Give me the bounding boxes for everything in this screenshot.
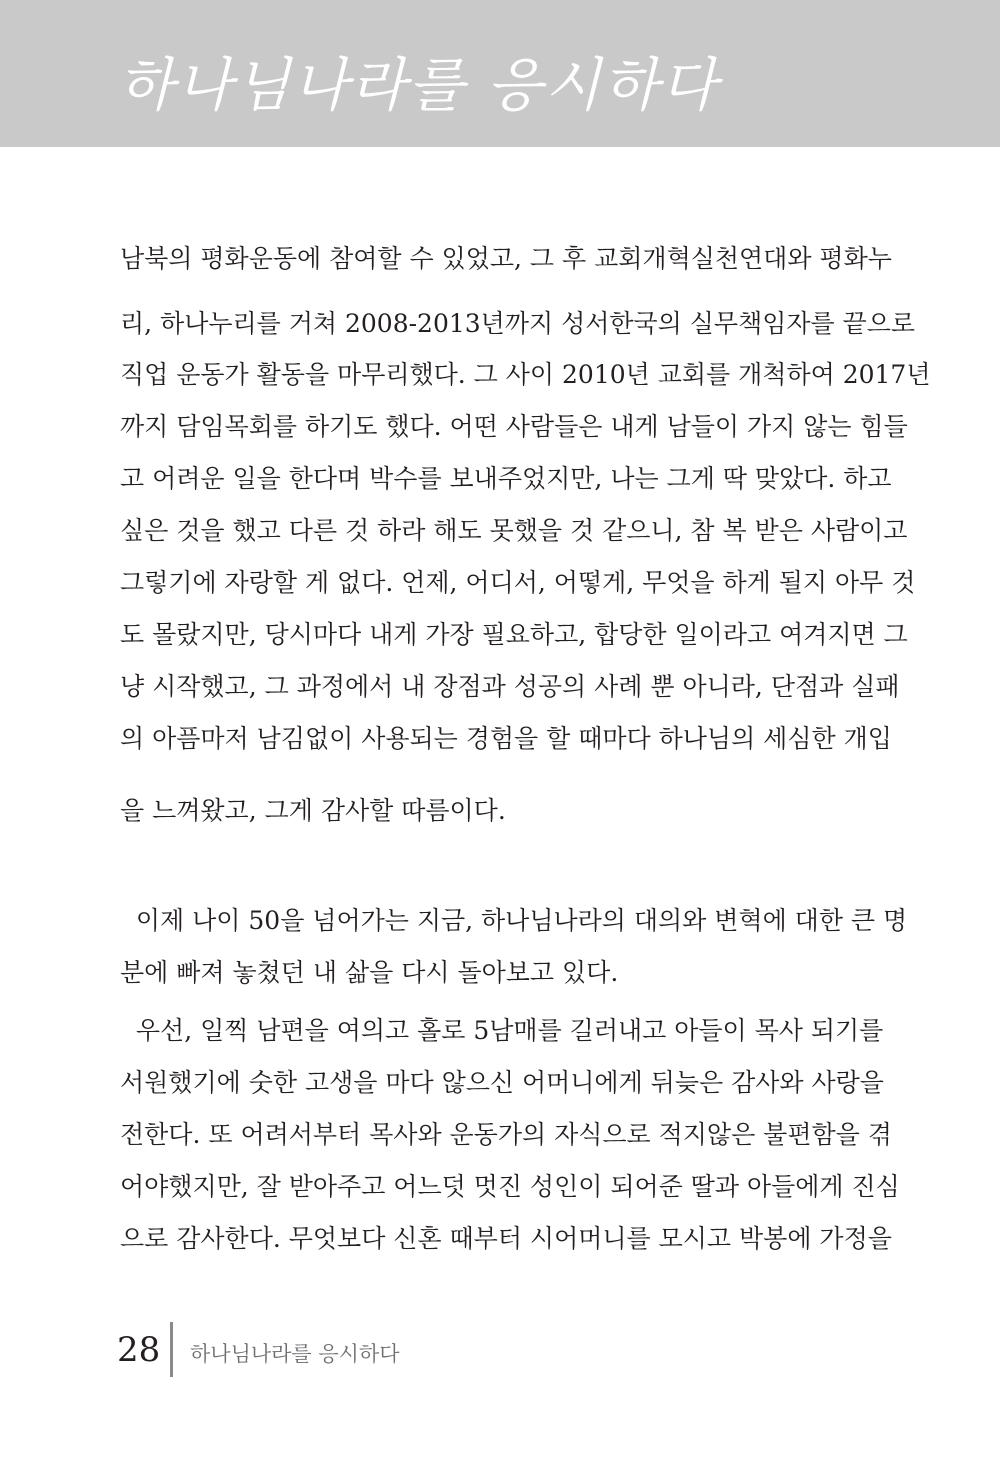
text-line: 을 느껴왔고, 그게 감사할 따름이다.: [120, 796, 506, 825]
text-line: 리, 하나누리를 거쳐 2008-2013년까지 성서한국의 실무책임자를 끝으로: [120, 309, 916, 338]
text-line: 어야했지만, 잘 받아주고 어느덧 멋진 성인이 되어준 딸과 아들에게 진심: [120, 1172, 900, 1201]
text-line: 까지 담임목회를 하기도 했다. 어떤 사람들은 내게 남들이 가지 않는 힘들: [120, 412, 908, 441]
text-line: 남북의 평화운동에 참여할 수 있었고, 그 후 교회개혁실천연대와 평화누: [120, 244, 892, 273]
page-number: 28: [117, 1330, 161, 1370]
text-line: 직업 운동가 활동을 마무리했다. 그 사이 2010년 교회를 개척하여 2017년: [120, 360, 931, 389]
text-line: 싶은 것을 했고 다른 것 하라 해도 못했을 것 같으니, 참 복 받은 사람이고: [120, 516, 908, 545]
text-line: 으로 감사한다. 무엇보다 신혼 때부터 시어머니를 모시고 박봉에 가정을: [120, 1224, 892, 1253]
text-line: 냥 시작했고, 그 과정에서 내 장점과 성공의 사례 뿐 아니라, 단점과 실패: [120, 672, 900, 701]
text-line: 서원했기에 숫한 고생을 마다 않으신 어머니에게 뒤늦은 감사와 사랑을: [120, 1068, 884, 1097]
text-line: 우선, 일찍 남편을 여의고 홀로 5남매를 길러내고 아들이 목사 되기를: [120, 1016, 884, 1045]
text-line: 전한다. 또 어려서부터 목사와 운동가의 자식으로 적지않은 불편함을 겪: [120, 1120, 892, 1149]
text-line: 도 몰랐지만, 당시마다 내게 가장 필요하고, 합당한 일이라고 여겨지면 그: [120, 620, 908, 649]
text-line: 이제 나이 50을 넘어가는 지금, 하나님나라의 대의와 변혁에 대한 큰 명: [120, 906, 908, 935]
text-line: 그렇기에 자랑할 게 없다. 언제, 어디서, 어떻게, 무엇을 하게 될지 아무 것: [120, 568, 916, 597]
footer-divider: [170, 1322, 173, 1377]
text-line: 고 어려운 일을 한다며 박수를 보내주었지만, 나는 그게 딱 맞았다. 하고: [120, 464, 892, 493]
text-line: 분에 빠져 놓쳤던 내 삶을 다시 돌아보고 있다.: [120, 958, 619, 987]
running-title: 하나님나라를 응시하다: [190, 1342, 400, 1366]
text-line: 의 아픔마저 남김없이 사용되는 경험을 할 때마다 하나님의 세심한 개입: [120, 724, 892, 753]
title-banner: [0, 0, 1000, 147]
chapter-title: 하나님나라를 응시하다: [118, 51, 719, 119]
